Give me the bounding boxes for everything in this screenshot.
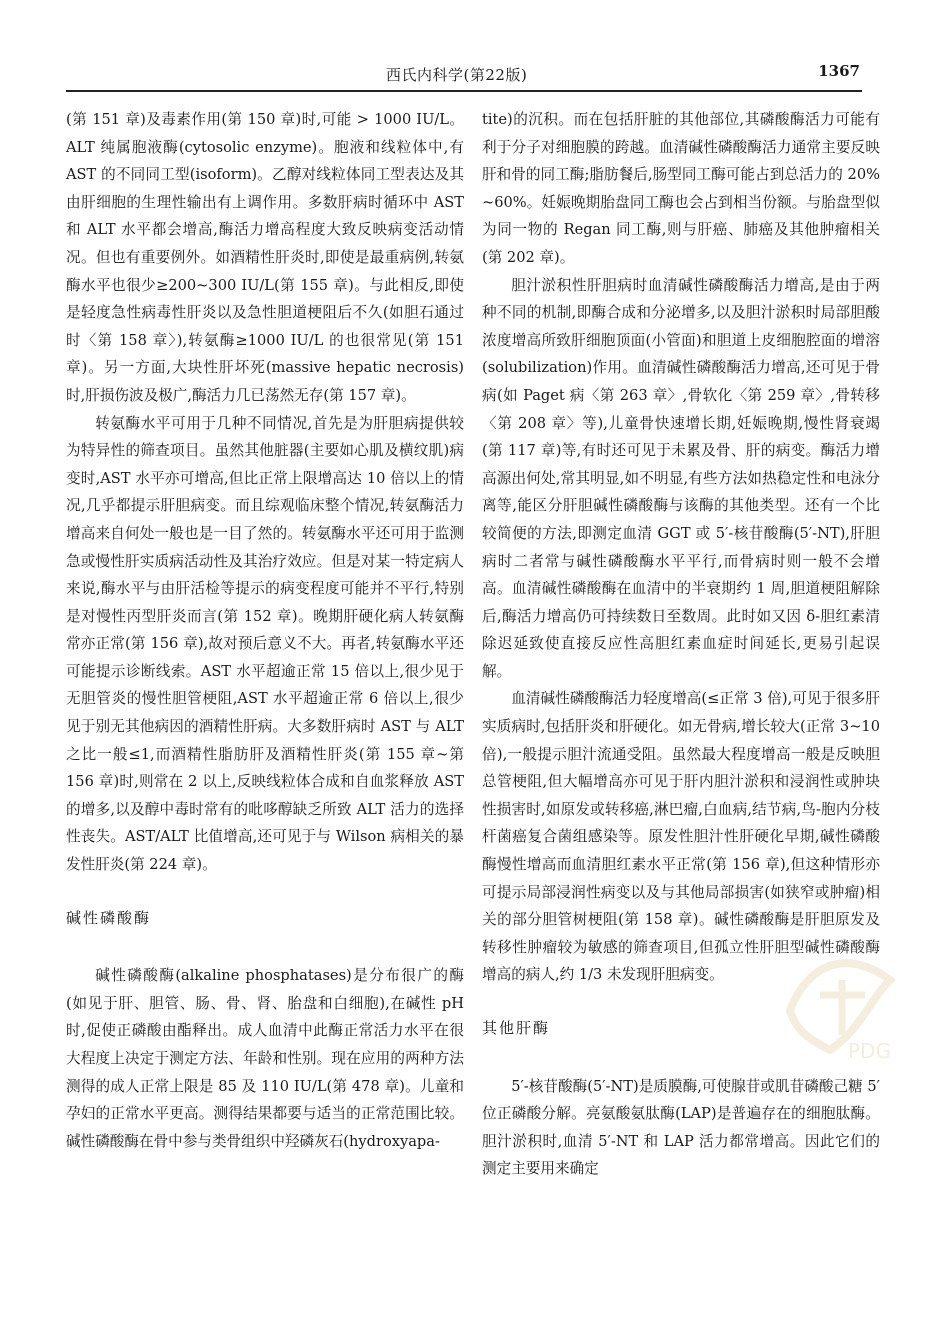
right-column: [482, 106, 880, 1183]
paragraph: 转氨酶水平可用于几种不同情况,首先是为肝胆病提供较为特异性的筛查项目。虽然其他脏器(主要如心肌及横纹肌)病变时,AST 水平亦可增高,但比正常上限增高达 10 倍以上的情况,几乎都提示肝胆病变。而且综观临床整个情况,转氨酶活力增高来自何处一般也是一目了然的。转氨酶水平还可用于监测急或慢性肝实质病活动性及其治疗效应。但是对某一特定病人来说,酶水平与由肝活检等提示的病变程度可能并不平行,特别是对慢性丙型肝炎而言(第 152 章)。晚期肝硬化病人转氨酶常亦正常(第 156 章),故对预后意义不大。再者,转氨酶水平还可能提示诊断线索。AST 水平超逾正常 15 倍以上,很少见于无胆管炎的慢性胆管梗阻,AST 水平超逾正常 6 倍以上,很少见于别无其他病因的酒精性肝病。大多数肝病时 AST 与 ALT 之比一般≤1,而酒精性脂肪肝及酒精性肝炎(第 155 章~第 156 章)时,则常在 2 以上,反映线粒体合成和自血浆释放 AST 的增多,以及醇中毒时常有的吡哆醇缺乏所致 ALT 活力的选择性丧失。AST/ALT 比值增高,还可见于与 Wilson 病相关的暴发性肝炎(第 224 章)。: [66, 414, 464, 874]
spacer: [66, 932, 464, 962]
page-number: 1367: [818, 62, 860, 80]
spacer: [482, 989, 880, 1015]
paragraph: 碱性磷酸酶(alkaline phosphatases)是分布很广的酶(如见于肝、胆管、肠、骨、肾、胎盘和白细胞),在碱性 pH 时,促使正磷酸由酯释出。成人血清中此酶正常活力水平在很大程度上决定于测定方法、年龄和性别。现在应用的两种方法测得的成人正常上限是 85 及 110 IU/L(第 478 章)。儿童和孕妇的正常水平更高。测得结果都要与适当的正常范围比较。碱性磷酸酶在骨中参与类骨组织中羟磷灰石(hydroxyapa-: [66, 967, 464, 1150]
header-rule: [66, 90, 862, 92]
paragraph: (第 151 章)及毒素作用(第 150 章)时,可能 > 1000 IU/L。ALT 纯属胞液酶(cytosolic enzyme)。胞液和线粒体中,有 AST 的不同同工型(isoform)。乙醇对线粒体同工型表达及其由肝细胞的生理性输出有上调作用。多数肝病时循环中 AST 和 ALT 水平都会增高,酶活力增高程度大致反映病变活动情况。但也有重要例外。如酒精性肝炎时,即使是最重病例,转氨酶水平也很少≥200~300 IU/L(第 155 章)。与此相反,即使是轻度急性病毒性肝炎以及急性胆道梗阻后不久(如胆石通过时〈第 158 章〉),转氨酶≥1000 IU/L 的也很常见(第 151 章)。另一方面,大块性肝坏死(massive hepatic necrosis)时,肝损伤波及极广,酶活力几已荡然无存(第 157 章)。: [66, 111, 464, 404]
paragraph: 胆汁淤积性肝胆病时血清碱性磷酸酶活力增高,是由于两种不同的机制,即酶合成和分泌增多,以及胆汁淤积时局部胆酸浓度增高所致肝细胞顶面(小管面)和胆道上皮细胞腔面的增溶(solubilization)作用。血清碱性磷酸酶活力增高,还可见于骨病(如 Paget 病〈第 263 章〉,骨软化〈第 259 章〉,骨转移〈第 208 章〉等),儿童骨快速增长期,妊娠晚期,慢性肾衰竭(第 117 章)等,有时还可见于未累及骨、肝的病变。酶活力增高源出何处,常其明显,如不明显,有些方法如热稳定性和电泳分离等,能区分肝胆碱性磷酸酶与该酶的其他类型。还有一个比较简便的方法,即测定血清 GGT 或 5′-核苷酸酶(5′-NT),肝胆病时二者常与碱性磷酸酶水平平行,而骨病时则一般不会增高。血清碱性磷酸酶在血清中的半衰期约 1 周,胆道梗阻解除后,酶活力增高仍可持续数日至数周。此时如又因 δ-胆红素清除迟延致使直接反应性高胆红素血症时间延长,更易引起误解。: [482, 276, 880, 680]
section-heading: 其他肝酶: [482, 1019, 551, 1037]
paragraph: 5′-核苷酸酶(5′-NT)是质膜酶,可使腺苷或肌苷磷酸己糖 5′位正磷酸分解。亮氨酸氨肽酶(LAP)是普遍存在的细胞肽酶。胆汁淤积时,血清 5′-NT 和 LAP 活力都常增高。因此它们的测定主要用来确定: [482, 1077, 880, 1178]
spacer: [482, 1043, 880, 1073]
spacer: [66, 879, 464, 905]
paragraph: tite)的沉积。而在包括肝脏的其他部位,其磷酸酶活力可能有利于分子对细胞膜的跨越。血清碱性磷酸酶活力通常主要反映肝和骨的同工酶;脂肪餐后,肠型同工酶可能占到总活力的 20% ~60%。妊娠晚期胎盘同工酶也会占到相当份额。与胎盘型似为同一物的 Regan 同工酶,则与肝癌、肺癌及其他肿瘤相关(第 202 章)。: [482, 111, 880, 266]
book-title: 西氏内科学(第22版): [386, 66, 528, 84]
paragraph: 血清碱性磷酸酶活力轻度增高(≤正常 3 倍),可见于很多肝实质病时,包括肝炎和肝硬化。如无骨病,增长较大(正常 3~10 倍),一般提示胆汁流通受阻。虽然最大程度增高一般是反映胆总管梗阻,但大幅增高亦可见于肝内胆汁淤积和浸润性或肿块性损害时,如原发或转移癌,淋巴瘤,白血病,结节病,鸟-胞内分枝杆菌癌复合菌组感染等。原发性胆汁性肝硬化早期,碱性磷酸酶慢性增高而血清胆红素水平正常(第 156 章),但这种情形亦可提示局部浸润性病变以及与其他局部损害(如狭窄或肿瘤)相关的部分胆管树梗阻(第 158 章)。碱性磷酸酶是肝胆原发及转移性肿瘤较为敏感的筛查项目,但孤立性肝胆型碱性磷酸酶增高的病人,约 1/3 未发现肝胆病变。: [482, 690, 880, 984]
left-column: [66, 106, 464, 1155]
watermark-text: PDG: [848, 1039, 891, 1063]
section-heading: 碱性磷酸酶: [66, 908, 152, 927]
running-header: [66, 60, 862, 94]
